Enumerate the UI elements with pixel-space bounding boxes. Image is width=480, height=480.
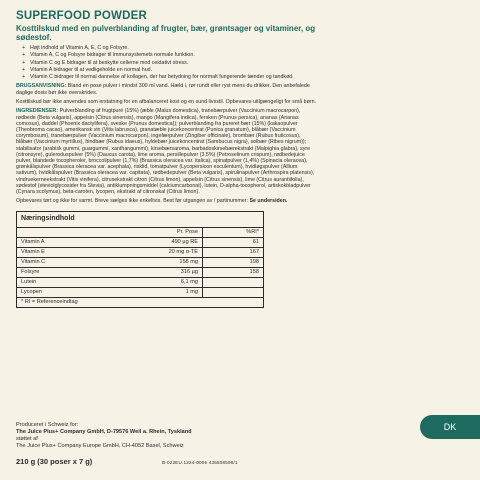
nutrition-heading: Næringsindhold: [17, 212, 263, 228]
label-content: [16, 10, 316, 308]
list-item: + Vitamin C og E bidrager til at beskytte cellerne mod oxidativt stress.: [22, 59, 189, 66]
table-row: [17, 228, 263, 238]
table-row: Lutein 6,1 mg: [17, 278, 263, 288]
storage-bold: Se undersiden.: [249, 198, 288, 205]
producer-info: Produceret i Schweiz for: The Juice Plus+ Company GmbH, D-79576 Weil a. Rhein, Tyskland støttet af The Juice Plus+ Company Europe GmbH, CH-4052 Basel, Schweiz: [16, 422, 192, 449]
table-row: Vitamin C 158 mg 198: [17, 258, 263, 268]
table-row: Folsyre 316 µg 158: [17, 268, 263, 278]
list-item: + Vitamin A bidrager til at vedligeholde en normal hud.: [22, 66, 153, 73]
ingredients-text: Pulverblanding af frugtpuré (15%) (æble (Malus domestica), tranebærpulver (Vaccinium macrocarpon), rødbede (Beta vulgaris), appelsin (Citrus sinensis), mango (Mangifera indica), fersken (Prunus persica), ananas (Ananas comosus), daddel (Phoenix dactylifera), sveske (Prunus domestica)); pulverblanding fra pureret bær (15%) (kakaopulver (Theobroma cacao), amerikansk vin (Vitis labrusca), granatæble juicekoncentrat (Punica granatum), blåbær (Vaccinium corymbosum), tranebærpulver (Vaccinium macrocarpon), ingefærpulver (Zingiber officinale), brombær (Rubus fruticosus), blåbær (Vaccinium myrtillus), hindbær (Rubus idaeus), hyldebær juicekoncentrat (Sambucus nigra), solbær (Ribes nigrum)); stabilisator (arabisk gummi, guargummi, xanthangummi), kirsebærsaroma, barbadoskirsebærekstrakt (Malpighia glabra), syre (citronsyre), guleroduspulver (5%) (Daucus carota), lime aroma, persillepulver (3,5%) (Petroselinum crispum), rødbedejuice pulver, blandede tocopheroler, broccolipulver (1,7%) (Brassica oleracea var. italica), spinatpulver (1,4%) (Spinacia oleracea), grønkålspulver (Brassica oleracea var. acephala), risklid, tomatpulver (Lycopersicon esculentum), hvidløgspulver (Allium sativum), hvidkålspulver (Brassica oleracea var. capitata), rødbedepulver (Beta vulgaris), spirulinapulver (Arthrospira platensis), vindruekerneekstrakt (Vitis vinifera), citrusekstrakt citron (Citrus limon), appelsin (Citrus sinensis), lime (Citrus aurantiifolia), sødestof (steviolglycosider fra Stevia), antiklumpningsmiddel (calciumcarbonat), lutein, D-alpha-tocopherol, artiskokbladpulver (Cynara scolymus), beta-caroten, lycopen, ekstrakt af citronskal (Citrus limon).: [16, 108, 315, 196]
col-per-header: Pr. Pose: [176, 228, 198, 235]
ingredients: [16, 108, 316, 195]
country-badge: DK: [420, 415, 480, 439]
storage-text: Opbevares tørt og ikke for varmt. Breve sælges ikke enkeltvis. Best før utgangen av / partinummer:: [16, 198, 250, 205]
table-row: [17, 298, 263, 307]
storage-info: [16, 198, 316, 204]
net-weight: 210 g (30 poser x 7 g): [16, 457, 93, 466]
usage-instructions: [16, 83, 316, 96]
batch-codes: B-023EU.1224-0005 436808598/1: [162, 460, 238, 465]
claims-list: [16, 45, 316, 80]
disclaimer: Kosttilskud bør ikke anvendes som erstatning for en afbalanceret kost og en sund livsstil. Opbevares utilgængeligt for små børn.: [16, 99, 317, 106]
list-item: + Vitamin A, C og Folsyre bidrager til immunsystemets normale funktion.: [22, 52, 195, 59]
list-item: + Vitamin C bidrager til normal dannelse af kollagen, der har betydning for normalt fungerende tænder og tandkød.: [22, 74, 294, 81]
nutrition-table: [16, 211, 264, 308]
usage-text: Bland en pose pulver i mindst 300 ml vand. Hæld i, rør rundt eller ryst mens du drikker. Den anbefalede daglige dosis bør ikke overskrides.: [16, 83, 310, 96]
table-row: Vitamin E 20 mg α-TE 167: [17, 248, 263, 258]
product-title: SUPERFOOD POWDER: [16, 10, 147, 22]
usage-label: BRUGSANVISNING:: [16, 83, 67, 90]
table-row: Lycopen 1 mg: [17, 288, 263, 298]
col-ri-header: %RI*: [202, 228, 263, 237]
ingredients-label: INGREDIENSER:: [16, 108, 59, 115]
product-subtitle: Kosttilskud med en pulverblanding af frugter, bær, grøntsager og vitaminer, og sødestof.: [16, 24, 316, 42]
table-row: Vitamin A 490 µg RE 61: [17, 238, 263, 248]
list-item: + Højt indhold af Vitamin A, E, C og Folsyre.: [22, 45, 129, 51]
nutrition-footnote: * RI = Referenceindtag: [21, 298, 78, 305]
